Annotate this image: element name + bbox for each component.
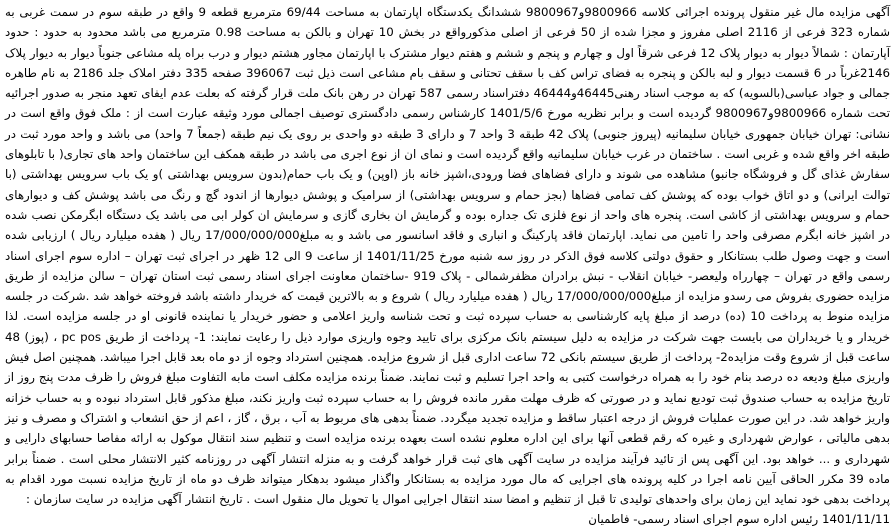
notice-date-signature: 1401/11/11 رئیس اداره سوم اجرای اسناد رسمی- فاطمیان bbox=[588, 512, 890, 527]
auction-notice-body: آگهی مزایده مال غیر منقول پرونده اجرائی کلاسه 9800966و9800967 ششدانگ یکدستگاه اپارتمان به مساحت 69/44 مترمربع قطعه 9 واقع در طبقه سوم در سمت غربی به شماره 323 فرعی از 2116 اصلی مفروز و مجزا شده از 50 فرعی از اصلی مذکورواقع در بخش 10 تهران و بالکن به مساحت 0.98 مترمربع می باشد محدود به حدود : حدود آپارتمان : شمالاً دیوار به دیوار پلاک 12 فرعی شرقاً اول و چهارم و پنجم و ششم و هفتم دیوار مشترک با اپارتمان مجاور هشتم دیوار و درب براه پله مشاعی جنوباً دیوار به دیوار پلاک 2146غرباً در 6 قسمت دیوار و لبه بالکن و پنجره به فضای تراس کف با سقف تحتانی و سقف بام مشاعی است ذیل ثبت 396067 صفحه 335 دفتر املاک جلد 2186 به نام طاهره جمالی و جواد عباسی(بالسویه) که به موجب اسناد رهنی46445و46444 دفتراسناد رسمی 587 تهران در رهن بانک ملت قرار گرفته که بعلت عدم ایفای تعهد منجر به صدور اجرائیه تحت شماره 9800966و9800967 گردیده است و برابر نظریه مورخ 1401/5/6 کارشناس رسمی دادگستری توصیف اجمالی مورد وثیقه عبارت است از : ملک فوق واقع است در نشانی: تهران خیابان جمهوری خیابان سلیمانیه (پیروز جنوبی) پلاک 42 طبقه 3 واحد 7 و دارای 3 طبقه دو واحدی بر روی یک نیم طبقه (جمعاً 7 واحد) می باشد و واحد مورد ثبت در طبقه اخر واقع شده و غربی است . ساختمان در غرب خیابان سلیمانیه واقع گردیده است و نمای ان از نوع اجری می باشد در طبقه همکف این ساختمان واحد های تجاری( با تابلوهای سفارش غذای گل و فروشگاه جانبو) مشاهده می شوند و دارای فضاهای فضا ورودی،اشپز خانه باز (اوپن) و یک باب حمام(بدون سرویس بهداشتی )و یک باب سرویس بهداشتی (با توالت ایرانی) و دو اتاق خواب بوده که پوشش کف تمامی فضاها (بجز حمام و سرویس بهداشتی) از سرامیک و پوشش دیوارها از اندود گچ و رنگ می باشد پوشش کف و دیوارهای حمام و سرویس بهداشتی از کاشی است. پنجره های واحد از نوع فلزی تک جداره بوده و گرمایش ان بخاری گازی و سرمایش ان کولر ابی می باشد یک دستگاه ابگرمکن نصب شده در اشپز خانه ابگرم مصرفی واحد را تامین می نماید. اپارتمان فاقد پارکینگ و انباری و فاقد اسانسور می باشد و به مبلغ17/000/000/000 ریال ( هفده میلیارد ریال ) ارزیابی شده است و جهت وصول طلب بستانکار و حقوق دولتی کلاسه فوق الذکر در روز سه شنبه مورخ 1401/11/25 از ساعت 9 الی 12 ظهر در اجرای ثبت تهران – اداره سوم اجرای اسناد رسمی واقع در تهران – چهارراه ولیعصر- خیابان انقلاب - نبش برادران مظفرشمالی - پلاک 919 -ساختمان معاونت اجرای اسناد رسمی ثبت استان تهران – سالن مزایده از طریق مزایده حضوری بفروش می رسدو مزایده از مبلغ17/000/000/000 ریال ( هفده میلیارد ریال ) شروع و به بالاترین قیمت که خریدار داشته باشد فروخته خواهد شد .شرکت در جلسه مزایده منوط به پرداخت 10 (ده) درصد از مبلغ پایه کارشناسی به حساب سپرده ثبت و تحت شناسه واریز اعلامی و حضور خریدار یا نماینده قانونی او در جلسه مزایده است. لذا خریدار و یا خریداران می بایست جهت شرکت در مزایده به دلیل سیستم بانک مرکزی برای تایید وجوه واریزی موارد ذیل را رعایت نمایند: 1- پرداخت از طریق pc pos ، (پوز) 48 ساعت قبل از شروع وقت مزایده2- پرداخت از طریق سیستم بانکی 72 ساعت اداری قبل از شروع مزایده. همچنین استرداد وجوه از دو ماه بعد قابل اجرا میباشد. همچنین اصل فیش واریزی مبلغ ودیعه ده درصد بنام خود را به همراه درخواست کتبی به واحد اجرا تسلیم و ثبت نمایند. ضمناً برنده مزایده مکلف است مابه التفاوت مبلغ فروش را ظرف مدت پنج روز از تاریخ مزایده به حساب صندوق ثبت تودیع نماید و در صورتی که ظرف مهلت مقرر مانده فروش را به حساب سپرده ثبت واریز نکند، مبلغ مذکور قابل استرداد نبوده و به حساب خزانه واریز خواهد شد. در این صورت عملیات فروش از درجه اعتبار ساقط و مزایده تجدید میگردد. ضمناً بدهی های مربوط به آب ، برق ، گاز ، اعم از حق انشعاب و اشتراک و مصرف و نیز بدهی مالیاتی ، عوارض شهرداری و غیره که رقم قطعی آنها برای این اداره معلوم نشده است بعهده برنده مزایده است و تنظیم سند انتقال موکول به ارائه مفاصا حسابهای دارایی و شهرداری و ... خواهد بود. این آگهی پس از تائید فرآیند مزایده در سایت آگهی های ثبت قرار خواهد گرفت و به منزله انتشار آگهی در روزنامه کثیر الانتشار محلی است . ضمناً برابر ماده 39 مکرر الحاقی آیین نامه اجرا در کلیه پرونده های اجرایی که مال مورد مزایده به بستانکار واگذار میشود بدهکار میتواند ظرف دو ماه از تاریخ مزایده نسبت مورد اقدام به پرداخت بدهی خود نماید این زمان برای واحدهای تولیدی تا قبل از تنظیم و امضا سند انتقال اجرایی اموال یا تحویل مال منقول است . تاریخ انتشار آگهی مزایده در سایت سازمان : bbox=[5, 5, 891, 507]
